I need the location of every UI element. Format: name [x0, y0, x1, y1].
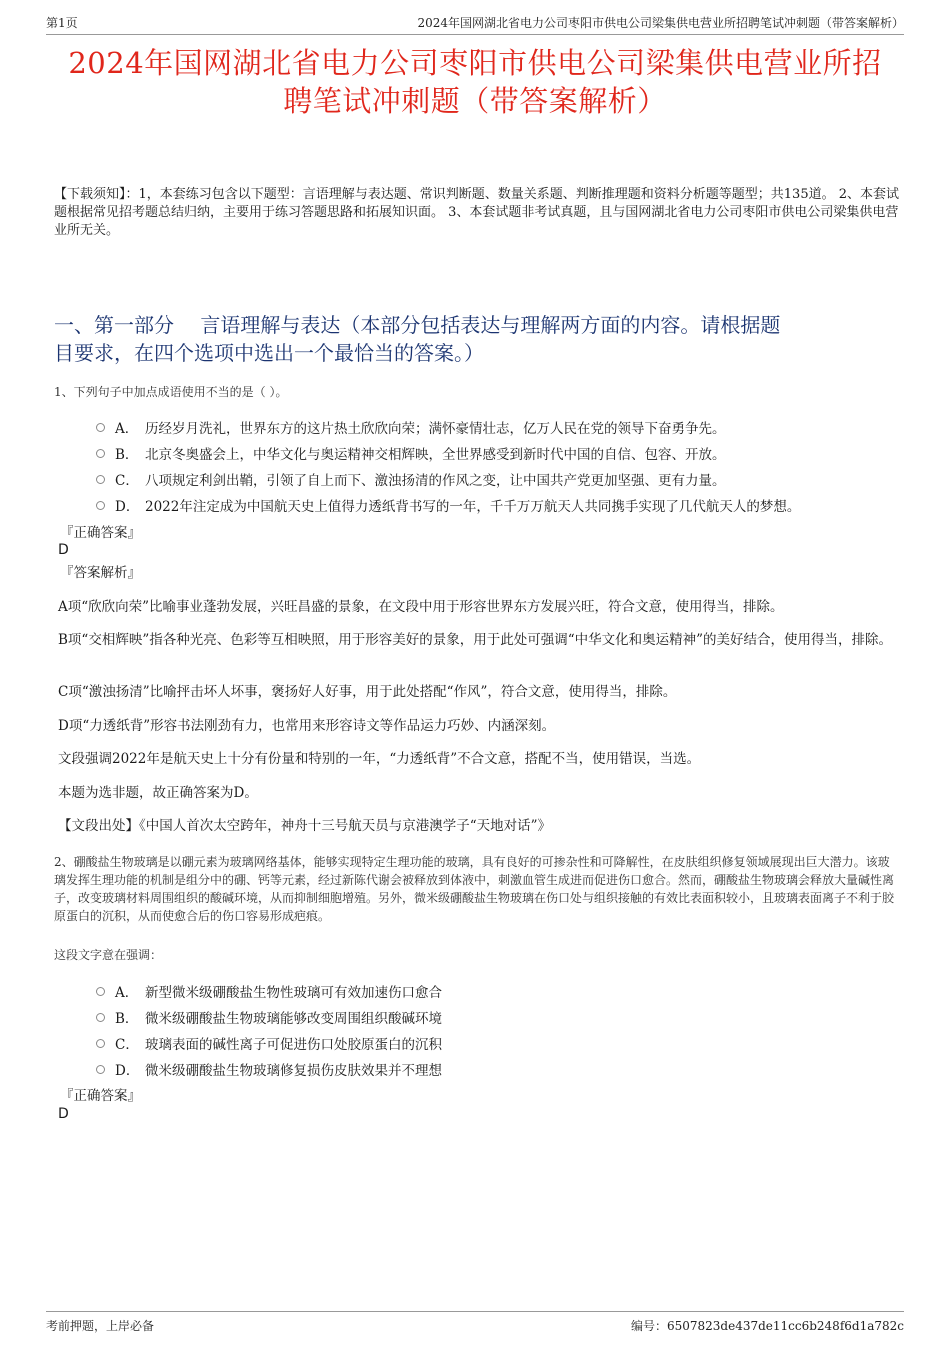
question-2-option-d[interactable]: [96, 1056, 910, 1082]
radio-icon[interactable]: [96, 423, 105, 432]
option-text: 北京冬奥盛会上，中华文化与奥运精神交相辉映，全世界感受到新时代中国的自信、包容、开放。: [145, 447, 726, 463]
analysis-conclusion: 本题为选非题，故正确答案为D。: [58, 785, 258, 801]
question-2-answer-label: 『正确答案』: [60, 1088, 141, 1104]
option-letter: C．: [115, 1037, 139, 1053]
option-letter: A．: [115, 421, 139, 437]
option-text: 2022年注定成为中国航天史上值得力透纸背书写的一年，千千万万航天人共同携手实现了几代航天人的梦想。: [145, 499, 801, 515]
page-number: 第1页: [46, 16, 78, 30]
question-2-option-a[interactable]: [96, 978, 910, 1004]
title-line-1: 2024年国网湖北省电力公司枣阳市供电公司梁集供电营业所招: [68, 46, 882, 80]
analysis-paragraph: B项“交相辉映”指各种光亮、色彩等互相映照，用于形容美好的景象，用于此处可强调“中华文化和奥运精神”的美好结合，使用得当，排除。: [58, 632, 893, 648]
footer-slogan: 考前押题，上岸必备: [46, 1319, 155, 1333]
question-1-stem: 1、下列句子中加点成语使用不当的是（ ）。: [54, 385, 288, 399]
footer-document-id: 编号：6507823de437de11cc6b248f6d1a782c: [630, 1319, 904, 1333]
radio-icon[interactable]: [96, 1039, 105, 1048]
question-1-option-c[interactable]: [96, 466, 910, 492]
question-1-option-a[interactable]: [96, 414, 910, 440]
question-1-answer-label: 『正确答案』: [60, 525, 141, 541]
radio-icon[interactable]: [96, 475, 105, 484]
option-text: 历经岁月洗礼，世界东方的这片热土欣欣向荣；满怀豪情壮志，亿万人民在党的领导下奋勇争先。: [145, 421, 726, 437]
question-1-option-b[interactable]: [96, 440, 910, 466]
document-title: [40, 44, 910, 120]
question-1-answer: D: [58, 542, 69, 558]
option-letter: D．: [115, 499, 140, 515]
option-text: 微米级硼酸盐生物玻璃能够改变周围组织酸碱环境: [145, 1011, 442, 1027]
analysis-paragraph: D项“力透纸背”形容书法刚劲有力，也常用来形容诗文等作品运力巧妙、内涵深刻。: [58, 718, 556, 734]
option-letter: A．: [115, 985, 139, 1001]
question-1-options: [96, 414, 910, 518]
header-doc-title: 2024年国网湖北省电力公司枣阳市供电公司梁集供电营业所招聘笔试冲刺题（带答案解析）: [417, 16, 904, 30]
radio-icon[interactable]: [96, 1065, 105, 1074]
radio-icon[interactable]: [96, 1013, 105, 1022]
option-text: 玻璃表面的碱性离子可促进伤口处胶原蛋白的沉积: [145, 1037, 442, 1053]
analysis-paragraph: 文段强调2022年是航天史上十分有份量和特别的一年，“力透纸背”不合文意，搭配不当，使用错误，当选。: [58, 751, 701, 767]
question-2-options: [96, 978, 910, 1082]
question-2-answer: D: [58, 1106, 69, 1122]
section-heading: [54, 311, 900, 367]
option-letter: B．: [115, 447, 139, 463]
option-letter: B．: [115, 1011, 139, 1027]
option-letter: D．: [115, 1063, 140, 1079]
question-2-option-b[interactable]: [96, 1004, 910, 1030]
title-line-2: 聘笔试冲刺题（带答案解析）: [283, 84, 667, 118]
section-heading-line-1: 一、第一部分 言语理解与表达（本部分包括表达与理解两方面的内容。请根据题: [54, 313, 781, 337]
page-header: [46, 14, 904, 35]
option-text: 微米级硼酸盐生物玻璃修复损伤皮肤效果并不理想: [145, 1063, 442, 1079]
page-footer: [46, 1311, 904, 1334]
question-1-analysis-label: 『答案解析』: [60, 565, 141, 581]
question-2-option-c[interactable]: [96, 1030, 910, 1056]
option-text: 新型微米级硼酸盐生物性玻璃可有效加速伤口愈合: [145, 985, 442, 1001]
radio-icon[interactable]: [96, 987, 105, 996]
analysis-paragraph: C项“激浊扬清”比喻抨击坏人坏事，褒扬好人好事，用于此处搭配“作风”，符合文意，使用得当，排除。: [58, 684, 677, 700]
option-text: 八项规定利剑出鞘，引领了自上而下、激浊扬清的作风之变，让中国共产党更加坚强、更有力量。: [145, 473, 726, 489]
question-2-stem: 这段文字意在强调：: [54, 948, 163, 962]
analysis-source: 【文段出处】《中国人首次太空跨年，神舟十三号航天员与京港澳学子“天地对话”》: [58, 818, 552, 834]
radio-icon[interactable]: [96, 501, 105, 510]
option-letter: C．: [115, 473, 139, 489]
question-1-option-d[interactable]: [96, 492, 910, 518]
download-notice: 【下载须知】：1，本套练习包含以下题型：言语理解与表达题、常识判断题、数量关系题、判断推理题和资料分析题等题型；共135道。 2、本套试题根据常见招考题总结归纳，主要用于练习答题思路和拓展知识面。 3、本套试题非考试真题，且与国网湖北省电力公司枣阳市供电公司梁集供电营业所无关。: [54, 187, 899, 238]
section-heading-line-2: 目要求，在四个选项中选出一个最恰当的答案。）: [54, 341, 484, 365]
analysis-paragraph: A项“欣欣向荣”比喻事业蓬勃发展，兴旺昌盛的景象，在文段中用于形容世界东方发展兴旺，符合文意，使用得当，排除。: [58, 599, 784, 615]
radio-icon[interactable]: [96, 449, 105, 458]
question-2-passage: 2、硼酸盐生物玻璃是以硼元素为玻璃网络基体，能够实现特定生理功能的玻璃，具有良好的可掺杂性和可降解性，在皮肤组织修复领域展现出巨大潜力。该玻璃发挥生理功能的机制是组分中的硼、钙等元素，经过新陈代谢会被释放到体液中，刺激血管生成进而促进伤口愈合。然而，硼酸盐生物玻璃会释放大量碱性离子，改变玻璃材料周围组织的酸碱环境，从而抑制细胞增殖。另外，微米级硼酸盐生物玻璃在伤口处与组织接触的有效比表面积较小，且玻璃表面离子不利于胶原蛋白的沉积，从而使愈合后的伤口容易形成疤痕。: [54, 855, 895, 923]
